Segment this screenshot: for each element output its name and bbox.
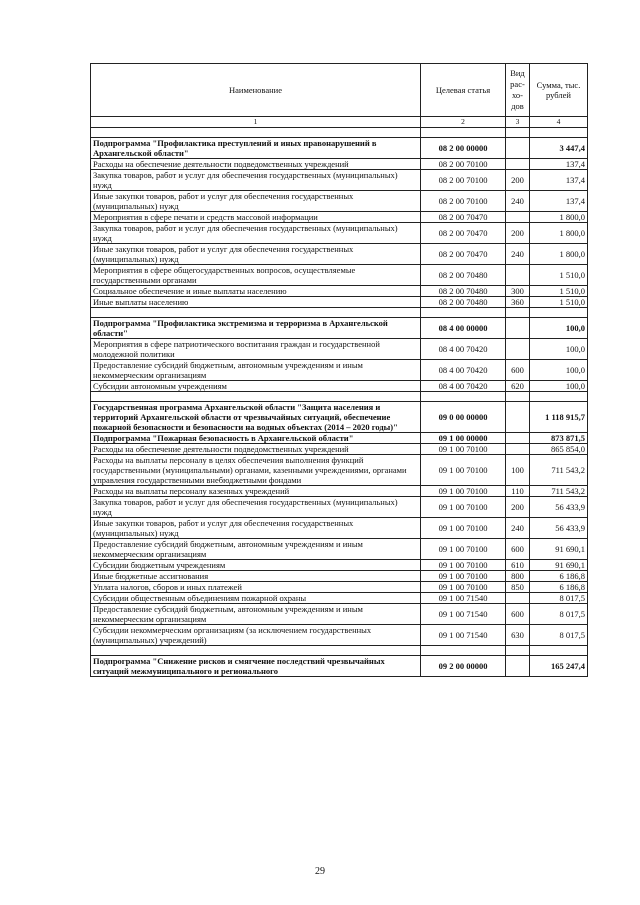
vr-cell: 100 xyxy=(506,455,530,486)
vr-cell: 200 xyxy=(506,170,530,191)
empty-cell xyxy=(506,308,530,318)
table-row xyxy=(91,297,588,308)
code-cell: 08 2 00 70100 xyxy=(421,191,506,212)
code-cell: 08 2 00 70470 xyxy=(421,212,506,223)
code-cell: 09 1 00 70100 xyxy=(421,539,506,560)
name-cell: Мероприятия в сфере печати и средств массовой информации xyxy=(91,212,421,223)
name-cell: Уплата налогов, сборов и иных платежей xyxy=(91,582,421,593)
name-cell: Субсидии автономным учреждениям xyxy=(91,381,421,392)
code-cell: 09 1 00 71540 xyxy=(421,625,506,646)
table-row xyxy=(91,339,588,360)
table-row xyxy=(91,444,588,455)
sum-cell: 1 510,0 xyxy=(530,297,588,308)
name-cell: Мероприятия в сфере патриотического воспитания граждан и государственной молодежной политики xyxy=(91,339,421,360)
sum-cell: 711 543,2 xyxy=(530,455,588,486)
vr-cell: 620 xyxy=(506,381,530,392)
sum-cell: 100,0 xyxy=(530,339,588,360)
sum-cell: 137,4 xyxy=(530,191,588,212)
sum-cell: 3 447,4 xyxy=(530,138,588,159)
code-cell: 08 4 00 70420 xyxy=(421,339,506,360)
code-cell: 09 0 00 00000 xyxy=(421,402,506,433)
code-cell: 09 1 00 00000 xyxy=(421,433,506,444)
name-cell: Иные выплаты населению xyxy=(91,297,421,308)
sum-cell: 1 118 915,7 xyxy=(530,402,588,433)
col-number: 4 xyxy=(530,117,588,128)
table-row xyxy=(91,138,588,159)
vr-cell xyxy=(506,593,530,604)
vr-cell: 240 xyxy=(506,191,530,212)
table-row xyxy=(91,381,588,392)
vr-cell xyxy=(506,318,530,339)
vr-cell: 600 xyxy=(506,539,530,560)
name-cell: Субсидии некоммерческим организациям (за исключением государственных (муниципальных) учреждений) xyxy=(91,625,421,646)
vr-cell: 200 xyxy=(506,497,530,518)
name-cell: Подпрограмма "Пожарная безопасность в Архангельской области" xyxy=(91,433,421,444)
column-number-row xyxy=(91,117,588,128)
table-row xyxy=(91,593,588,604)
code-cell: 09 1 00 71540 xyxy=(421,593,506,604)
sum-cell: 6 186,8 xyxy=(530,582,588,593)
table-row xyxy=(91,265,588,286)
name-cell: Расходы на обеспечение деятельности подведомственных учреждений xyxy=(91,444,421,455)
table-row xyxy=(91,360,588,381)
table-row xyxy=(91,582,588,593)
table-body xyxy=(91,128,588,677)
table-row xyxy=(91,212,588,223)
name-cell: Предоставление субсидий бюджетным, автономным учреждениям и иным некоммерческим организациям xyxy=(91,604,421,625)
table-row xyxy=(91,286,588,297)
empty-cell xyxy=(530,392,588,402)
name-cell: Иные закупки товаров, работ и услуг для обеспечения государственных (муниципальных) нужд xyxy=(91,518,421,539)
name-cell: Мероприятия в сфере общегосударственных вопросов, осуществляемые государственными органами xyxy=(91,265,421,286)
empty-cell xyxy=(530,128,588,138)
spacer-row xyxy=(91,308,588,318)
name-cell: Закупка товаров, работ и услуг для обеспечения государственных (муниципальных) нужд xyxy=(91,497,421,518)
code-cell: 08 2 00 70100 xyxy=(421,159,506,170)
table-row xyxy=(91,560,588,571)
table-row xyxy=(91,191,588,212)
vr-cell: 300 xyxy=(506,286,530,297)
table-row xyxy=(91,433,588,444)
empty-cell xyxy=(421,646,506,656)
page-number: 29 xyxy=(315,866,325,877)
sum-cell: 1 510,0 xyxy=(530,286,588,297)
name-cell: Расходы на выплаты персоналу в целях обеспечения выполнения функций государственными (муниципальными) органами, казенными учреждениями, органами управления государственными внебюджетными фондами xyxy=(91,455,421,486)
sum-cell: 100,0 xyxy=(530,381,588,392)
empty-cell xyxy=(530,308,588,318)
col-number: 3 xyxy=(506,117,530,128)
table-row xyxy=(91,539,588,560)
vr-cell xyxy=(506,212,530,223)
name-cell: Субсидии бюджетным учреждениям xyxy=(91,560,421,571)
vr-cell: 240 xyxy=(506,244,530,265)
code-cell: 08 2 00 00000 xyxy=(421,138,506,159)
table-row xyxy=(91,170,588,191)
table-row xyxy=(91,244,588,265)
name-cell: Социальное обеспечение и иные выплаты населению xyxy=(91,286,421,297)
sum-cell: 100,0 xyxy=(530,318,588,339)
header-name: Наименование xyxy=(91,64,421,117)
name-cell: Иные закупки товаров, работ и услуг для обеспечения государственных (муниципальных) нужд xyxy=(91,244,421,265)
sum-cell: 137,4 xyxy=(530,170,588,191)
code-cell: 08 2 00 70480 xyxy=(421,265,506,286)
code-cell: 09 1 00 70100 xyxy=(421,444,506,455)
spacer-row xyxy=(91,646,588,656)
table-row xyxy=(91,455,588,486)
name-cell: Подпрограмма "Снижение рисков и смягчение последствий чрезвычайных ситуаций межмуниципального и регионального xyxy=(91,656,421,677)
sum-cell: 873 871,5 xyxy=(530,433,588,444)
sum-cell: 91 690,1 xyxy=(530,560,588,571)
empty-cell xyxy=(91,646,421,656)
name-cell: Субсидии общественным объединениям пожарной охраны xyxy=(91,593,421,604)
vr-cell xyxy=(506,402,530,433)
empty-cell xyxy=(421,392,506,402)
vr-cell: 630 xyxy=(506,625,530,646)
sum-cell: 56 433,9 xyxy=(530,518,588,539)
code-cell: 08 4 00 70420 xyxy=(421,360,506,381)
code-cell: 09 1 00 70100 xyxy=(421,582,506,593)
header-vid: Вид рас-хо-дов xyxy=(506,64,530,117)
table-row xyxy=(91,223,588,244)
table-row xyxy=(91,518,588,539)
table-row xyxy=(91,497,588,518)
code-cell: 09 1 00 70100 xyxy=(421,518,506,539)
vr-cell: 600 xyxy=(506,360,530,381)
budget-table xyxy=(90,63,588,677)
sum-cell: 1 800,0 xyxy=(530,223,588,244)
table-row xyxy=(91,604,588,625)
vr-cell xyxy=(506,265,530,286)
code-cell: 09 1 00 71540 xyxy=(421,604,506,625)
table-row xyxy=(91,318,588,339)
code-cell: 09 1 00 70100 xyxy=(421,560,506,571)
header-sum: Сумма, тыс. рублей xyxy=(530,64,588,117)
sum-cell: 8 017,5 xyxy=(530,625,588,646)
vr-cell: 200 xyxy=(506,223,530,244)
empty-cell xyxy=(91,128,421,138)
vr-cell xyxy=(506,444,530,455)
table-row xyxy=(91,486,588,497)
vr-cell xyxy=(506,339,530,360)
table-row xyxy=(91,402,588,433)
empty-cell xyxy=(506,392,530,402)
empty-cell xyxy=(91,308,421,318)
code-cell: 09 1 00 70100 xyxy=(421,571,506,582)
sum-cell: 8 017,5 xyxy=(530,593,588,604)
name-cell: Расходы на обеспечение деятельности подведомственных учреждений xyxy=(91,159,421,170)
sum-cell: 1 510,0 xyxy=(530,265,588,286)
sum-cell: 8 017,5 xyxy=(530,604,588,625)
vr-cell: 240 xyxy=(506,518,530,539)
empty-cell xyxy=(506,646,530,656)
vr-cell xyxy=(506,433,530,444)
name-cell: Иные бюджетные ассигнования xyxy=(91,571,421,582)
spacer-row xyxy=(91,392,588,402)
sum-cell: 100,0 xyxy=(530,360,588,381)
empty-cell xyxy=(506,128,530,138)
sum-cell: 56 433,9 xyxy=(530,497,588,518)
sum-cell: 6 186,8 xyxy=(530,571,588,582)
code-cell: 08 4 00 70420 xyxy=(421,381,506,392)
name-cell: Подпрограмма "Профилактика экстремизма и терроризма в Архангельской области" xyxy=(91,318,421,339)
table-row xyxy=(91,656,588,677)
table-header-row xyxy=(91,64,588,117)
table-row xyxy=(91,625,588,646)
vr-cell: 800 xyxy=(506,571,530,582)
name-cell: Иные закупки товаров, работ и услуг для обеспечения государственных (муниципальных) нужд xyxy=(91,191,421,212)
col-number: 2 xyxy=(421,117,506,128)
name-cell: Предоставление субсидий бюджетным, автономным учреждениям и иным некоммерческим организациям xyxy=(91,539,421,560)
table-row xyxy=(91,159,588,170)
header-target: Целевая статья xyxy=(421,64,506,117)
empty-cell xyxy=(421,128,506,138)
empty-cell xyxy=(91,392,421,402)
code-cell: 08 2 00 70470 xyxy=(421,244,506,265)
code-cell: 08 2 00 70480 xyxy=(421,297,506,308)
vr-cell: 110 xyxy=(506,486,530,497)
name-cell: Закупка товаров, работ и услуг для обеспечения государственных (муниципальных) нужд xyxy=(91,223,421,244)
spacer-row xyxy=(91,128,588,138)
code-cell: 08 4 00 00000 xyxy=(421,318,506,339)
sum-cell: 91 690,1 xyxy=(530,539,588,560)
code-cell: 08 2 00 70480 xyxy=(421,286,506,297)
name-cell: Предоставление субсидий бюджетным, автономным учреждениям и иным некоммерческим организациям xyxy=(91,360,421,381)
sum-cell: 711 543,2 xyxy=(530,486,588,497)
sum-cell: 1 800,0 xyxy=(530,212,588,223)
vr-cell: 850 xyxy=(506,582,530,593)
vr-cell: 600 xyxy=(506,604,530,625)
code-cell: 08 2 00 70100 xyxy=(421,170,506,191)
code-cell: 09 1 00 70100 xyxy=(421,497,506,518)
name-cell: Подпрограмма "Профилактика преступлений и иных правонарушений в Архангельской области" xyxy=(91,138,421,159)
col-number: 1 xyxy=(91,117,421,128)
name-cell: Государственная программа Архангельской области "Защита населения и территорий Архангельской области от чрезвычайных ситуаций, обеспечение пожарной безопасности и безопасности на водных объектах (2014 – 2020 годы)" xyxy=(91,402,421,433)
empty-cell xyxy=(530,646,588,656)
sum-cell: 165 247,4 xyxy=(530,656,588,677)
sum-cell: 1 800,0 xyxy=(530,244,588,265)
code-cell: 09 2 00 00000 xyxy=(421,656,506,677)
code-cell: 08 2 00 70470 xyxy=(421,223,506,244)
vr-cell xyxy=(506,159,530,170)
vr-cell: 610 xyxy=(506,560,530,571)
name-cell: Расходы на выплаты персоналу казенных учреждений xyxy=(91,486,421,497)
sum-cell: 137,4 xyxy=(530,159,588,170)
code-cell: 09 1 00 70100 xyxy=(421,486,506,497)
name-cell: Закупка товаров, работ и услуг для обеспечения государственных (муниципальных) нужд xyxy=(91,170,421,191)
empty-cell xyxy=(421,308,506,318)
vr-cell xyxy=(506,656,530,677)
code-cell: 09 1 00 70100 xyxy=(421,455,506,486)
vr-cell xyxy=(506,138,530,159)
vr-cell: 360 xyxy=(506,297,530,308)
table-row xyxy=(91,571,588,582)
sum-cell: 865 854,0 xyxy=(530,444,588,455)
